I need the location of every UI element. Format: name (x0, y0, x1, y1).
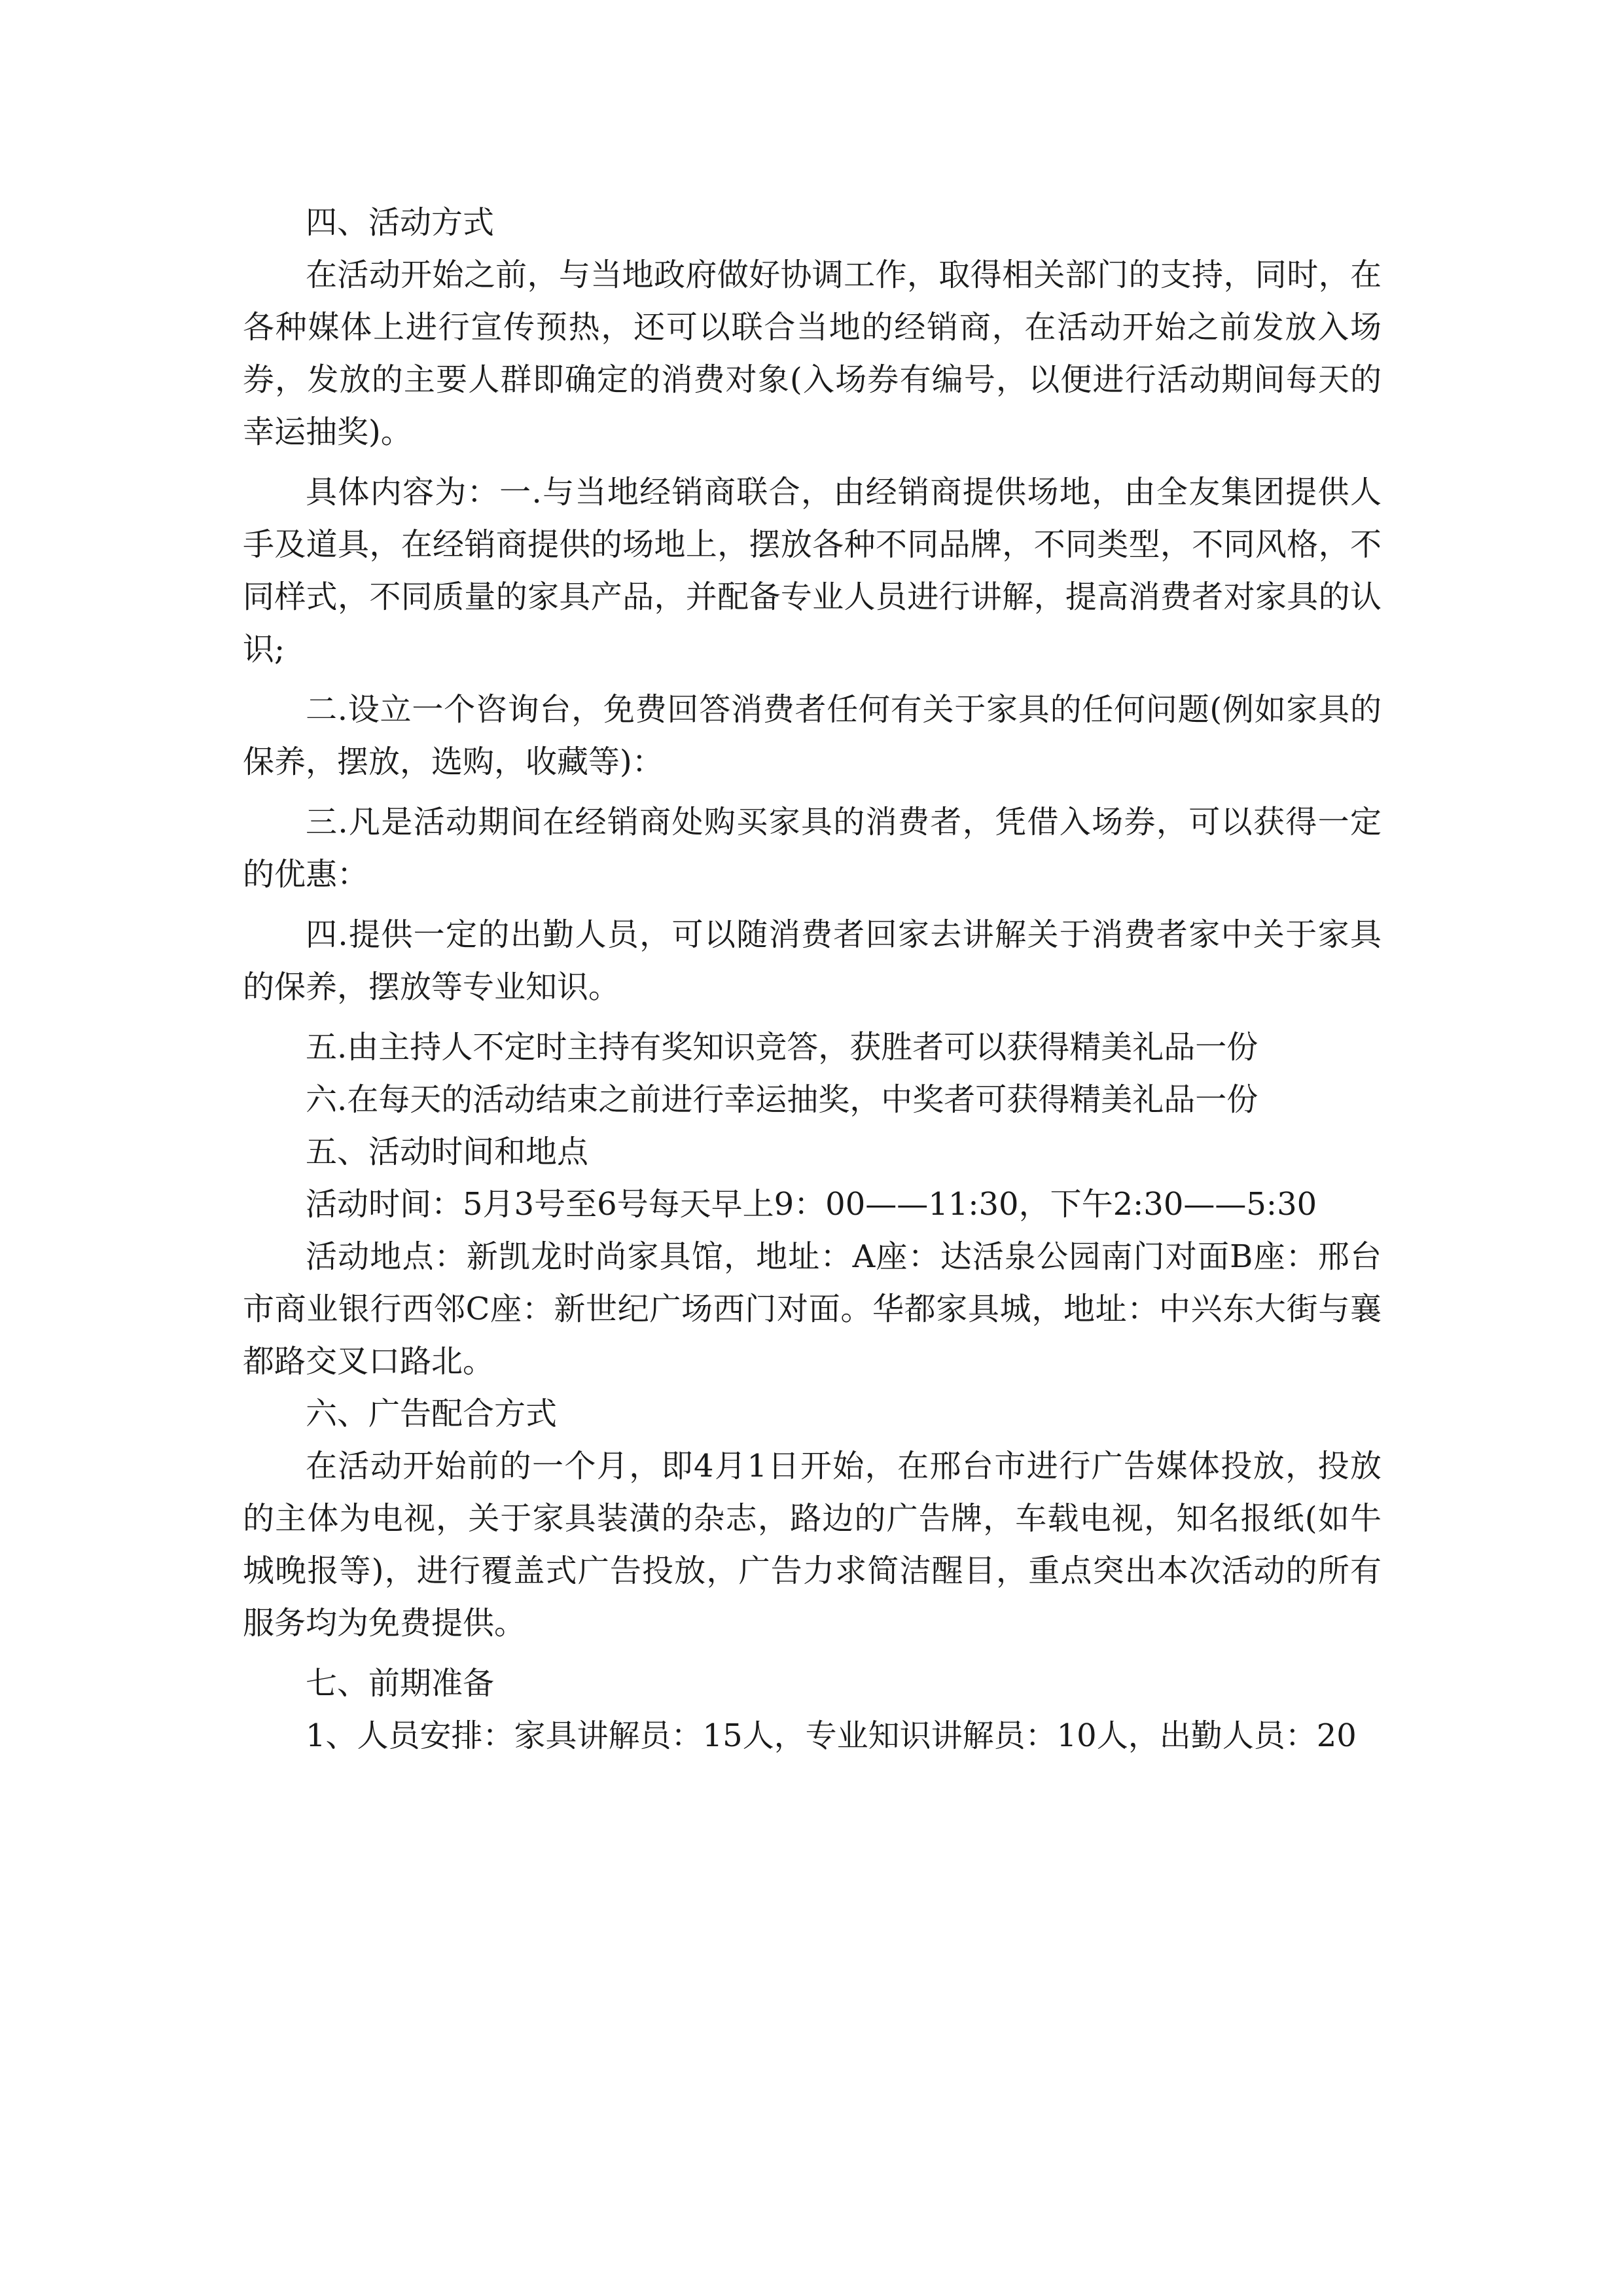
section-heading-preparation: 七、前期准备 (306, 1665, 495, 1702)
paragraph-content-item-4: 四.提供一定的出勤人员，可以随消费者回家去讲解关于消费者家中关于家具的保养，摆放等专业知识。 (243, 916, 1382, 1005)
paragraph-advertising: 在活动开始前的一个月，即4月1日开始，在邢台市进行广告媒体投放，投放的主体为电视，关于家具装潢的杂志，路边的广告牌，车载电视，知名报纸(如牛城晚报等)，进行覆盖式广告投放，广告力求简洁醒目，重点突出本次活动的所有服务均为免费提供。 (243, 1448, 1382, 1641)
section-heading-time-location: 五、活动时间和地点 (306, 1134, 589, 1170)
section-heading-advertising: 六、广告配合方式 (306, 1395, 558, 1432)
document-body (243, 196, 1382, 1762)
paragraph-preparation: 在活动开始之前，与当地政府做好协调工作，取得相关部门的支持，同时，在各种媒体上进行宣传预热，还可以联合当地的经销商，在活动开始之前发放入场券，发放的主要人群即确定的消费对象(入场券有编号，以便进行活动期间每天的幸运抽奖)。 (243, 257, 1382, 450)
paragraph-content-item-3: 三.凡是活动期间在经销商处购买家具的消费者，凭借入场券，可以获得一定的优惠： (243, 804, 1382, 893)
paragraph-content-item-2: 二.设立一个咨询台，免费回答消费者任何有关于家具的任何问题(例如家具的保养，摆放，选购，收藏等)： (243, 691, 1382, 780)
section-heading-activity-method: 四、活动方式 (306, 204, 495, 241)
paragraph-staffing: 1、人员安排：家具讲解员：15人，专业知识讲解员：10人，出勤人员：20 (306, 1717, 1357, 1754)
paragraph-activity-location: 活动地点：新凯龙时尚家具馆，地址：A座：达活泉公园南门对面B座：邢台市商业银行西邻C座：新世纪广场西门对面。华都家具城，地址：中兴东大街与襄都路交叉口路北。 (243, 1238, 1382, 1380)
paragraph-content-item-1: 具体内容为：一.与当地经销商联合，由经销商提供场地，由全友集团提供人手及道具，在经销商提供的场地上，摆放各种不同品牌，不同类型，不同风格，不同样式，不同质量的家具产品，并配备专业人员进行讲解，提高消费者对家具的认识; (243, 474, 1382, 668)
paragraph-content-item-5: 五.由主持人不定时主持有奖知识竞答，获胜者可以获得精美礼品一份 (306, 1029, 1258, 1066)
paragraph-activity-time: 活动时间：5月3号至6号每天早上9：00——11:30，下午2:30——5:30 (306, 1186, 1317, 1223)
paragraph-content-item-6: 六.在每天的活动结束之前进行幸运抽奖，中奖者可获得精美礼品一份 (306, 1081, 1258, 1118)
